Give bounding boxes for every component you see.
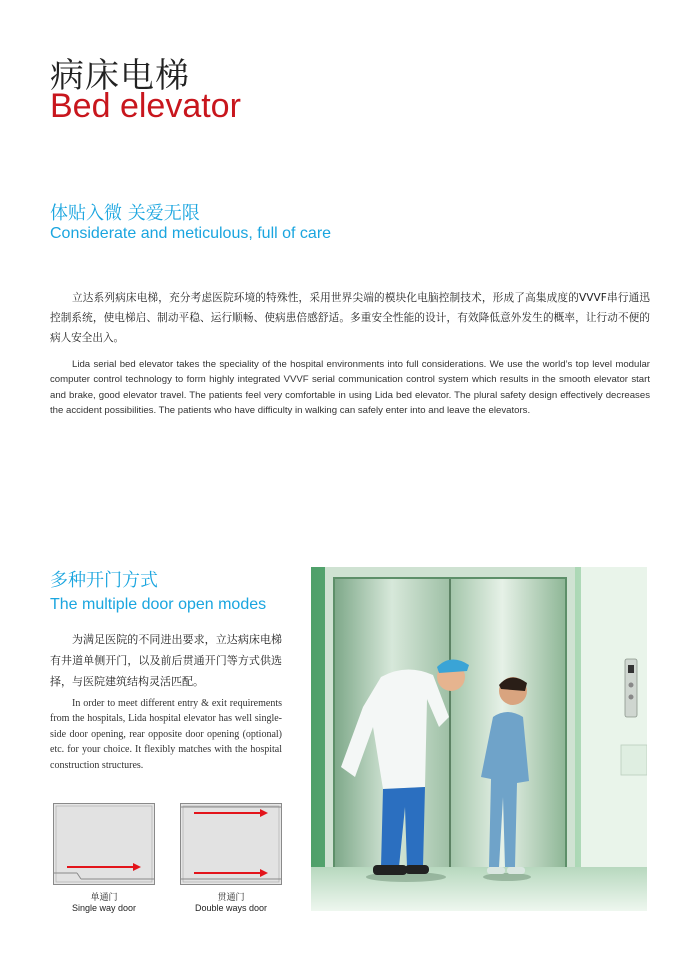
double-ways-door-label-cn: 贯通门 xyxy=(217,892,245,902)
elevator-photo xyxy=(311,567,647,911)
section2-heading-en: The multiple door open modes xyxy=(50,596,267,613)
single-way-door-label xyxy=(53,892,155,914)
double-ways-door-diagram xyxy=(180,803,282,885)
section2-heading-cn: 多种开门方式 xyxy=(50,570,158,591)
section2-paragraph-cn: 为满足医院的不同进出要求，立达病床电梯有井道单侧开门，以及前后贯通开门等方式供选择，与医院建筑结构灵活匹配。 xyxy=(50,633,282,688)
double-ways-door-label xyxy=(180,892,282,914)
single-way-door-label-cn: 单通门 xyxy=(90,892,118,902)
page-title-cn: 病床电梯 xyxy=(50,56,190,96)
section1-heading-en: Considerate and meticulous, full of care xyxy=(50,225,332,242)
section2-paragraph-en: In order to meet different entry & exit requirements from the hospitals, Lida hospital elevator has well single-side door opening, rear opposite door opening (optional) etc. for your choice. It flexibly matches with the hospital construction structures. xyxy=(50,698,282,771)
double-ways-door-label-en: Double ways door xyxy=(194,903,268,913)
page-title-en: Bed elevator xyxy=(50,87,241,125)
section1-paragraph-en: Lida serial bed elevator takes the speciality of the hospital environments into full considerations. We use the world’s top level modular computer control technology to form highly integrated VVVF serial communication control system which results in the smooth elevator start and brake, good elevator travel. The patients feel very comfortable in using Lida bed elevator. The plural safety design effectively decreases the accident possibilities. The patients who have difficulty in walking can safely enter into and leave the elevators. xyxy=(50,359,650,417)
section1-paragraph-cn: 立达系列病床电梯，充分考虑医院环境的特殊性，采用世界尖端的模块化电脑控制技术，形成了高集成度的VVVF串行通迅控制系统，使电梯启、制动平稳、运行顺畅、使病患倍感舒适。多重安全性能的设计，有效降低意外发生的概率，让行动不便的病人安全出入。 xyxy=(50,292,650,344)
single-way-door-label-en: Single way door xyxy=(71,903,137,913)
section1-heading-cn: 体贴入微 关爱无限 xyxy=(50,203,200,224)
single-way-door-diagram xyxy=(53,803,155,885)
